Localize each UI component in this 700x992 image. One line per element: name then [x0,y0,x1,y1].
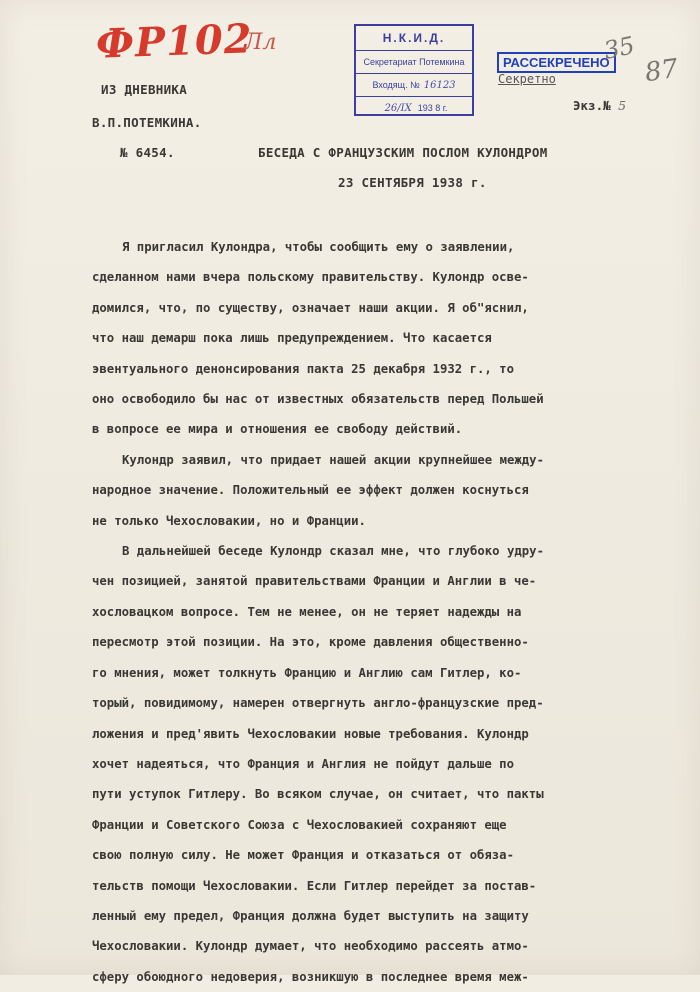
red-handwritten-mark: Лл [244,30,277,55]
body-line: торый, повидимому, намерен отвергнуть англо-французские пред- [92,696,544,711]
body-line: сферу обоюдного недоверия, возникшую в последнее время меж- [92,969,529,984]
red-archive-code: ФР102 [95,15,254,68]
body-line: домился, что, по существу, означает наши акции. Я об"яснил, [92,300,529,315]
body-line: пути уступок Гитлеру. Во всяком случае, он считает, что пакты [92,787,544,802]
classification-label: Секретно [498,72,556,86]
pencil-mark-2: 87 [643,53,681,89]
document-number: № 6454. [120,145,175,160]
body-line: народное значение. Положительный ее эффект должен коснуться [92,483,529,498]
document-body [92,232,674,992]
body-line: Я пригласил Кулондра, чтобы сообщить ему о заявлении, [122,240,515,254]
body-line: оно освободило бы нас от известных обязательств перед Польшей [92,392,544,407]
body-line: ложения и пред'явить Чехословакии новые требования. Кулондр [92,726,529,741]
declassified-stamp: РАССЕКРЕЧЕНО [497,52,616,73]
header-source-line2: В.П.ПОТЕМКИНА. [92,115,202,130]
body-line: Чехословакии. Кулондр думает, что необходимо рассеять атмо- [92,939,529,954]
document-title: БЕСЕДА С ФРАНЦУЗСКИМ ПОСЛОМ КУЛОНДРОМ [258,145,548,160]
body-line: го мнения, может толкнуть Францию и Англию сам Гитлер, ко- [92,665,522,680]
stamp-date [356,97,472,119]
stamp-date-year: 193 8 г. [417,103,448,113]
copy-number-value: 5 [618,98,627,113]
body-line: эвентуального денонсирования пакта 25 декабря 1932 г., то [92,361,514,376]
body-line: хословацком вопросе. Тем не менее, он не теряет надежды на [92,604,522,619]
body-line: В дальнейшей беседе Кулондр сказал мне, что глубоко удру- [122,544,544,559]
body-line: не только Чехословакии, но и Франции. [92,513,366,528]
document-date: 23 СЕНТЯБРЯ 1938 г. [338,175,487,190]
copy-number [573,98,626,113]
stamp-secretariat: Секретариат Потемкина [356,51,472,74]
stamp-incoming-label: Входящ. № [372,80,420,90]
body-line: чен позицией, занятой правительствами Франции и Англии в че- [92,574,537,589]
body-line: свою полную силу. Не может Франция и отказаться от обяза- [92,848,514,863]
body-line: Франции и Советского Союза с Чехословакией сохраняют еще [92,817,507,832]
stamp-incoming-number: 16123 [423,79,456,91]
copy-label: Экз.№ [573,98,611,113]
body-line: ленный ему предел, Франция должна будет выступить на защиту [92,908,529,923]
body-line: Кулондр заявил, что придает нашей акции крупнейшее между- [122,452,544,467]
header-source-line1: ИЗ ДНЕВНИКА [101,82,188,97]
body-line: что наш демарш пока лишь предупреждением. Что касается [92,331,492,346]
body-line: в вопросе ее мира и отношения ее свободу действий. [92,422,463,437]
stamp-incoming [356,74,472,97]
body-line: сделанном нами вчера польскому правительству. Кулондр осве- [92,270,529,285]
body-line: пересмотр этой позиции. На это, кроме давления общественно- [92,635,529,650]
pencil-mark-1: 35 [601,31,638,65]
body-line: тельств помощи Чехословакии. Если Гитлер перейдет за постав- [92,878,537,893]
stamp-date-hand: 26/IX [384,102,412,114]
body-line: хочет надеяться, что Франция и Англия не пойдут дальше по [92,756,514,771]
registry-stamp [354,24,474,116]
stamp-title: Н.К.И.Д. [356,26,472,51]
